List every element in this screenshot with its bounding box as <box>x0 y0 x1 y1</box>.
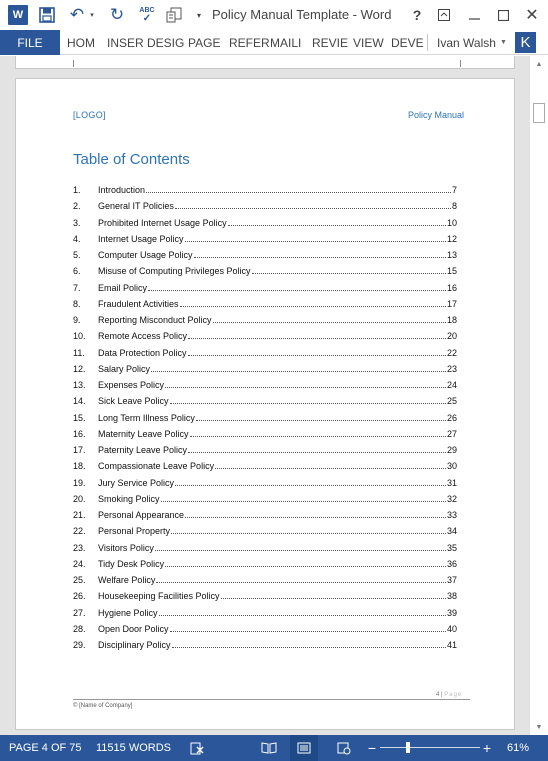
tab-review[interactable]: REVIE <box>312 35 349 50</box>
toc-entry-title[interactable]: Smoking Policy <box>98 493 160 504</box>
margin-mark <box>460 60 461 67</box>
toc-dot-leader <box>175 208 451 209</box>
toc-entry-number: 12. <box>73 363 86 374</box>
toc-entry[interactable] <box>73 478 457 490</box>
toc-entry-page: 38 <box>446 591 457 602</box>
toc-entry[interactable] <box>73 608 457 620</box>
toc-entry[interactable] <box>73 266 457 278</box>
toc-entry[interactable] <box>73 380 457 392</box>
toc-entry-title[interactable]: Email Policy <box>98 282 148 293</box>
previous-page-bottom <box>15 56 515 69</box>
web-layout-icon[interactable] <box>335 735 353 761</box>
toc-entry-page: 17 <box>446 298 457 309</box>
toc-dot-leader <box>165 566 446 567</box>
toc-entry-page: 27 <box>446 428 457 439</box>
scroll-thumb[interactable] <box>533 103 545 123</box>
toc-entry-number: 24. <box>73 558 86 569</box>
toc-entry-title[interactable]: Computer Usage Policy <box>98 250 193 260</box>
toc-entry-title[interactable]: Tidy Desk Policy <box>98 558 165 569</box>
help-button[interactable]: ? <box>412 7 422 23</box>
tab-references[interactable]: REFER <box>229 35 270 50</box>
zoom-slider[interactable] <box>380 747 480 748</box>
toc-entry-title[interactable]: Remote Access Policy <box>98 331 188 342</box>
toc-entry-title[interactable]: Sick Leave Policy <box>98 396 169 407</box>
toc-dot-leader <box>148 290 446 291</box>
zoom-level[interactable]: 61% <box>507 742 530 754</box>
toc-dot-leader <box>170 631 446 632</box>
toc-entry-number: 27. <box>73 607 86 618</box>
toc-dot-leader <box>170 403 446 404</box>
tab-home[interactable]: HOM <box>67 35 95 50</box>
customize-toolbar-icon[interactable]: ▾ <box>196 10 201 20</box>
toc-entry-page: 7 <box>451 185 457 195</box>
toc-entry[interactable] <box>73 510 457 522</box>
footer-page-number <box>436 692 462 698</box>
toc-entry-title[interactable]: Fraudulent Activities <box>98 298 179 309</box>
ribbon-display-options-icon[interactable] <box>431 4 457 26</box>
spelling-grammar-icon[interactable] <box>136 4 158 26</box>
window-title: Policy Manual Template - Word <box>212 7 392 22</box>
vertical-scrollbar[interactable] <box>529 56 548 735</box>
toc-entry[interactable] <box>73 234 457 246</box>
toc-entry-title[interactable]: Compassionate Leave Policy <box>98 461 215 472</box>
toc-entry-number: 21. <box>73 510 86 520</box>
toc-entry-title[interactable]: Paternity Leave Policy <box>98 445 188 455</box>
toc-entry-number: 22. <box>73 526 86 537</box>
toc-dot-leader <box>188 338 446 339</box>
toc-entry-page: 29 <box>446 445 457 455</box>
toc-dot-leader <box>175 485 446 486</box>
ribbon-separator <box>427 34 428 51</box>
toc-entry-title[interactable]: Prohibited Internet Usage Policy <box>98 217 227 228</box>
toc-dot-leader <box>215 468 446 469</box>
toc-entry[interactable] <box>73 559 457 571</box>
toc-entry-title[interactable]: General IT Policies <box>98 201 174 212</box>
toc-dot-leader <box>155 550 446 551</box>
toc-entry-page: 18 <box>446 315 457 325</box>
toc-entry-title[interactable]: Data Protection Policy <box>98 347 187 358</box>
tab-view[interactable]: VIEW <box>353 35 384 50</box>
toc-entry-number: 5. <box>73 250 81 260</box>
toc-entry-page: 23 <box>446 363 457 374</box>
spelling-check-mark: ✓ <box>142 12 152 24</box>
user-dropdown-icon[interactable]: ▼ <box>500 39 507 46</box>
toc-entry-title[interactable]: Salary Policy <box>98 363 151 374</box>
toc-entry-title[interactable]: Housekeeping Facilities Policy <box>98 591 220 602</box>
toc-entry-number: 6. <box>73 266 81 277</box>
toc-entry-page: 31 <box>446 477 457 488</box>
toc-entry-number: 23. <box>73 542 86 553</box>
toc-entry-page: 16 <box>446 282 457 293</box>
word-count-status[interactable]: 11515 WORDS <box>96 742 171 754</box>
page-count-status[interactable]: PAGE 4 OF 75 <box>9 742 82 754</box>
tab-page-layout[interactable]: PAGE <box>188 35 221 50</box>
toc-entry[interactable] <box>73 543 457 555</box>
toc-entry[interactable] <box>73 624 457 636</box>
toc-heading: Table of Contents <box>73 151 190 168</box>
toc-entry[interactable] <box>73 494 457 506</box>
toc-entry-number: 8. <box>73 298 81 309</box>
toc-entry-title[interactable]: Jury Service Policy <box>98 477 175 488</box>
zoom-in-button[interactable]: + <box>482 740 492 756</box>
proofing-icon[interactable] <box>188 735 206 761</box>
footer-page-num: 4 | <box>436 692 443 698</box>
toc-entry[interactable] <box>73 591 457 603</box>
page-layout-icon[interactable] <box>164 4 184 26</box>
toc-dot-leader <box>194 257 446 258</box>
toc-entry-number: 4. <box>73 233 81 244</box>
toc-entry-number: 25. <box>73 575 86 585</box>
toc-entry-number: 28. <box>73 623 86 634</box>
toc-entry-number: 2. <box>73 201 81 212</box>
toc-entry-page: 20 <box>446 331 457 342</box>
header-document-title: Policy Manual <box>407 110 464 120</box>
toc-entry[interactable] <box>73 429 457 441</box>
toc-entry[interactable] <box>73 445 457 457</box>
toc-entry-page: 37 <box>446 575 457 585</box>
toc-entry-title[interactable]: Introduction <box>98 185 146 195</box>
toc-entry-title[interactable]: Maternity Leave Policy <box>98 428 189 439</box>
toc-entry-page: 39 <box>446 607 457 618</box>
toc-dot-leader <box>151 371 446 372</box>
toc-entry-number: 29. <box>73 640 86 650</box>
save-icon[interactable] <box>37 4 57 26</box>
toc-entry-page: 30 <box>446 461 457 472</box>
toc-entry-title[interactable]: Personal Appearance <box>98 510 185 520</box>
document-canvas[interactable] <box>0 56 529 735</box>
toc-entry-title[interactable]: Personal Property <box>98 526 171 537</box>
word-app-icon[interactable]: W <box>8 5 28 25</box>
toc-entry-page: 8 <box>451 201 457 212</box>
toc-entry[interactable] <box>73 299 457 311</box>
toc-dot-leader <box>165 387 446 388</box>
toc-entry-number: 20. <box>73 493 86 504</box>
spelling-abc-label: ABC <box>139 6 155 14</box>
toc-entry[interactable] <box>73 575 457 587</box>
toc-entry-page: 35 <box>446 542 457 553</box>
toc-entry-page: 32 <box>446 493 457 504</box>
toc-dot-leader <box>185 517 446 518</box>
toc-entry-title[interactable]: Expenses Policy <box>98 380 165 390</box>
toc-dot-leader <box>221 598 446 599</box>
header-logo-placeholder: [LOGO] <box>73 110 106 120</box>
toc-dot-leader <box>171 533 446 534</box>
zoom-slider-thumb[interactable] <box>406 742 410 753</box>
toc-dot-leader <box>156 582 446 583</box>
title-bar <box>0 0 548 30</box>
zoom-out-button[interactable]: − <box>367 740 377 756</box>
toc-dot-leader <box>159 615 446 616</box>
toc-dot-leader <box>228 225 446 226</box>
status-bar <box>0 735 548 761</box>
tab-design[interactable]: DESIG <box>147 35 185 50</box>
toc-entry-page: 13 <box>446 250 457 260</box>
toc-entry-number: 11. <box>73 347 85 358</box>
toc-entry[interactable] <box>73 185 457 197</box>
toc-entry-page: 41 <box>446 640 457 650</box>
toc-entry-number: 3. <box>73 217 81 228</box>
toc-entry-page: 40 <box>446 623 457 634</box>
toc-entry-title[interactable]: Welfare Policy <box>98 575 156 585</box>
toc-dot-leader <box>161 501 446 502</box>
toc-entry-number: 16. <box>73 428 86 439</box>
toc-dot-leader <box>185 241 446 242</box>
toc-entry-title[interactable]: Misuse of Computing Privileges Policy <box>98 266 251 277</box>
toc-entry-page: 34 <box>446 526 457 537</box>
toc-dot-leader <box>252 273 446 274</box>
tab-mailings[interactable]: MAILI <box>270 35 302 50</box>
toc-entry-number: 10. <box>73 331 86 342</box>
maximize-icon[interactable] <box>490 4 516 26</box>
toc-entry-number: 7. <box>73 282 81 293</box>
toc-entry-number: 9. <box>73 315 81 325</box>
toc-entry-number: 19. <box>73 477 86 488</box>
toc-entry-title[interactable]: Open Door Policy <box>98 623 169 634</box>
toc-entry-title[interactable]: Long Term Illness Policy <box>98 412 195 423</box>
toc-dot-leader <box>190 436 446 437</box>
footer-divider <box>73 699 470 700</box>
toc-dot-leader <box>172 647 446 648</box>
tab-developer[interactable]: DEVE <box>391 35 424 50</box>
minimize-icon[interactable] <box>461 4 487 26</box>
toc-entry[interactable] <box>73 640 457 652</box>
repeat-icon[interactable]: ↻ <box>109 5 125 24</box>
toc-entry[interactable] <box>73 201 457 213</box>
undo-dropdown-icon[interactable]: ▾ <box>90 12 94 19</box>
scroll-down-icon[interactable]: ▼ <box>535 723 543 731</box>
toc-dot-leader <box>213 322 446 323</box>
footer-company: © [Name of Company] <box>73 703 133 709</box>
toc-entry[interactable] <box>73 331 457 343</box>
toc-entry-title[interactable]: Hygiene Policy <box>98 607 158 618</box>
toc-entry-page: 24 <box>446 380 457 390</box>
toc-dot-leader <box>146 192 451 193</box>
toc-entry-number: 17. <box>73 445 86 455</box>
toc-entry-page: 25 <box>446 396 457 407</box>
tab-insert[interactable]: INSER <box>107 35 144 50</box>
toc-entry-page: 22 <box>446 347 457 358</box>
undo-icon[interactable]: ↶ <box>69 5 85 24</box>
toc-entry-page: 10 <box>446 217 457 228</box>
toc-dot-leader <box>188 355 446 356</box>
toc-entry-page: 26 <box>446 412 457 423</box>
toc-entry-title[interactable]: Reporting Misconduct Policy <box>98 315 212 325</box>
toc-entry-page: 15 <box>446 266 457 277</box>
toc-entry-number: 18. <box>73 461 86 472</box>
toc-entry-page: 12 <box>446 233 457 244</box>
toc-entry-number: 13. <box>73 380 86 390</box>
toc-entry-title[interactable]: Visitors Policy <box>98 542 154 553</box>
toc-dot-leader <box>188 452 446 453</box>
toc-entry[interactable] <box>73 396 457 408</box>
toc-entry[interactable] <box>73 250 457 262</box>
print-layout-icon[interactable] <box>290 735 318 761</box>
close-icon[interactable]: ✕ <box>525 7 539 24</box>
ribbon-tabs <box>0 30 548 55</box>
footer-page-label: Page <box>444 692 463 698</box>
toc-entry-page: 33 <box>446 510 457 520</box>
read-mode-icon[interactable] <box>260 735 278 761</box>
toc-entry[interactable] <box>73 283 457 295</box>
margin-mark <box>73 60 74 67</box>
toc-entry[interactable] <box>73 364 457 376</box>
document-page[interactable] <box>15 78 515 730</box>
toc-dot-leader <box>196 420 446 421</box>
toc-dot-leader <box>180 306 446 307</box>
avatar[interactable]: K <box>515 32 536 53</box>
tab-file[interactable]: FILE <box>0 30 60 55</box>
toc-entry[interactable] <box>73 461 457 473</box>
toc-entry-number: 15. <box>73 412 86 423</box>
toc-entry[interactable] <box>73 348 457 360</box>
toc-entry-number: 1. <box>73 185 81 195</box>
scroll-up-icon[interactable]: ▲ <box>535 60 543 68</box>
toc-entry[interactable] <box>73 413 457 425</box>
toc-entry-page: 36 <box>446 558 457 569</box>
toc-entry-title[interactable]: Internet Usage Policy <box>98 233 184 244</box>
toc-entry[interactable] <box>73 315 457 327</box>
user-account-name[interactable]: Ivan Walsh <box>437 35 496 50</box>
toc-entry[interactable] <box>73 218 457 230</box>
toc-entry[interactable] <box>73 526 457 538</box>
toc-entry-number: 14. <box>73 396 86 407</box>
toc-entry-title[interactable]: Disciplinary Policy <box>98 640 171 650</box>
toc-entry-number: 26. <box>73 591 86 602</box>
